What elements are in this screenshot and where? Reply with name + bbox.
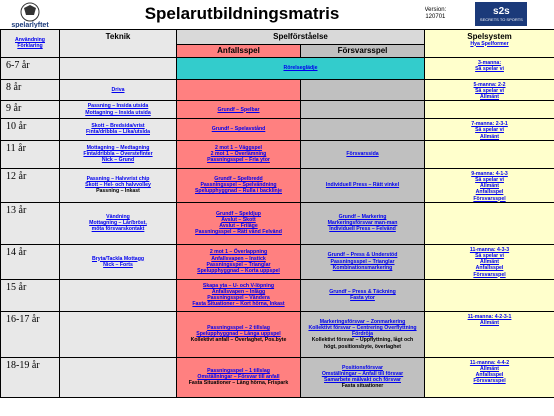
usage-cell xyxy=(1,29,60,57)
teknik-cell xyxy=(60,244,177,279)
topic-link[interactable]: 7-manna: 2-3-1 xyxy=(471,121,508,128)
version-label: Version: xyxy=(424,7,447,14)
spelsystem-cell xyxy=(425,357,554,397)
topic-link[interactable]: Avslut – Frilägе xyxy=(219,223,258,230)
matrix-row xyxy=(1,279,554,311)
version-block xyxy=(425,7,447,21)
forsvarsspel-header: Försvarsspel xyxy=(301,44,425,57)
topic-link[interactable]: 3-manna: xyxy=(477,59,502,66)
topic-link[interactable]: Anfallsspel xyxy=(475,265,504,272)
anfallsspel-cell xyxy=(177,311,301,357)
spelsystem-cell xyxy=(425,57,554,79)
topic-link[interactable]: Passningsspel – Trianglar xyxy=(330,258,395,265)
topic-link[interactable]: Mottagning – Insida utsida xyxy=(85,109,151,116)
topic-link[interactable]: Finta/dribbla – Överstefinter xyxy=(83,151,153,158)
matrix-row xyxy=(1,57,554,79)
topic-link[interactable]: Grundf – Spelavstånd xyxy=(211,126,266,133)
teknik-cell xyxy=(60,101,177,119)
topic-link[interactable]: Fasta Situationer – Kort hörna, Inkast xyxy=(192,301,285,308)
brand-text: SECRETS TO SPORTS xyxy=(479,17,523,23)
topic-link[interactable]: Grundf – Markering xyxy=(338,213,387,220)
topic-link[interactable]: Spelupphyggnad – Korta uppspel xyxy=(197,267,280,274)
topic-link[interactable]: 5-manna: 2-2 xyxy=(473,81,506,88)
topic-link[interactable]: Vändning xyxy=(106,213,130,220)
topic-link[interactable]: Grundf – Spelbredd xyxy=(214,175,263,182)
forsvarsspel-cell xyxy=(301,119,425,141)
topic-link[interactable]: Fördröja xyxy=(351,331,374,338)
topic-link[interactable]: Individuell Press – Rätt vinkel xyxy=(325,182,400,189)
teknik-cell xyxy=(60,311,177,357)
topic-link[interactable]: Driva xyxy=(111,86,125,93)
topic-link[interactable]: Avslut – Skott xyxy=(221,217,256,224)
age-label: 12 år xyxy=(1,168,60,202)
spelarlyftet-logo xyxy=(4,0,56,28)
topic-link[interactable]: Anfallsspel xyxy=(475,189,504,196)
anfallsspel-cell xyxy=(177,279,301,311)
topic-link[interactable]: Så spelar vi xyxy=(475,87,504,94)
topic-link[interactable]: Omställningar – Anfall till försvar xyxy=(321,371,404,378)
teknik-header: Teknik xyxy=(60,29,177,57)
spelformer-link[interactable]: Hya Spelformer xyxy=(470,40,509,47)
topic-link[interactable]: möta försvarskontakt xyxy=(91,226,145,233)
topic-link[interactable]: Kollektivt försvar – Centrering Överflyttning xyxy=(308,324,417,331)
spelsystem-cell xyxy=(425,311,554,357)
teknik-cell xyxy=(60,79,177,101)
topic-link[interactable]: Anfallsvapen – Instick xyxy=(211,255,266,262)
age-label: 16-17 år xyxy=(1,311,60,357)
topic-link[interactable]: Allmänt xyxy=(480,365,500,372)
spelsystem-cell xyxy=(425,202,554,244)
topic-link[interactable]: Så spelar vi xyxy=(475,65,504,72)
topic-link[interactable]: Försvarsspel xyxy=(473,378,506,385)
ball-logo-icon xyxy=(4,0,56,28)
topic-link[interactable]: 2 mot 1 – Överlappning xyxy=(209,249,268,256)
matrix-row xyxy=(1,79,554,101)
forsvarsspel-cell xyxy=(301,279,425,311)
topic-link[interactable]: Passningsspel – 1 tillslag xyxy=(207,367,270,374)
logo-cell xyxy=(1,0,60,29)
matrix-row xyxy=(1,357,554,397)
topic-link[interactable]: Kombinationsmarkering xyxy=(332,264,393,271)
topic-text: Fasta Situationer – Lång hörna, Frispark xyxy=(188,380,289,387)
spelforstaelse-header: Spelförståelse xyxy=(177,29,425,44)
topic-link[interactable]: Omställningar – Försvar till anfall xyxy=(197,374,280,381)
matrix-row xyxy=(1,244,554,279)
topic-link[interactable]: 2 mot 1 – Väggspel xyxy=(215,144,262,151)
topic-link[interactable]: 9-manna: 4-1-3 xyxy=(471,170,508,177)
topic-text: Fasta situationer xyxy=(341,383,384,390)
topic-link[interactable]: Passningsspel – Spelvändning xyxy=(200,182,277,189)
teknik-cell xyxy=(60,140,177,168)
header-row-1 xyxy=(1,29,554,44)
topic-link[interactable]: Skapa yta – U- och V-löpning xyxy=(202,282,275,289)
age-label: 15 år xyxy=(1,279,60,311)
anfallsspel-cell xyxy=(177,119,301,141)
topic-link[interactable]: Finta/dribbla – Lika/utsida xyxy=(86,129,150,136)
topic-link[interactable]: Bryta/Tackla Mottagg xyxy=(91,255,145,262)
logo-text: spelarlyftet xyxy=(11,22,49,29)
topic-link[interactable]: Passningsspel – Vändera xyxy=(207,295,270,302)
spelsystem-header-cell xyxy=(425,29,554,57)
age-label: 8 år xyxy=(1,79,60,101)
topic-link[interactable]: Så spelar vi xyxy=(475,127,504,134)
spelsystem-cell xyxy=(425,79,554,101)
topic-text: Kollektivt anfall – Överlaghet, Pos.byte xyxy=(190,337,287,344)
anfallsspel-cell xyxy=(177,140,301,168)
matrix-row xyxy=(1,119,554,141)
teknik-cell xyxy=(60,357,177,397)
topic-link[interactable]: Försvarsspel xyxy=(473,195,506,202)
topic-link[interactable]: Passning – Halvvrist chip xyxy=(86,175,150,182)
topic-text: Passning – Inkast xyxy=(96,188,140,195)
teknik-cell xyxy=(60,279,177,311)
age-label: 10 år xyxy=(1,119,60,141)
teknik-cell xyxy=(60,202,177,244)
topic-link[interactable]: 11-manna: 4-2-3-1 xyxy=(467,313,512,320)
forsvarsspel-cell xyxy=(301,357,425,397)
anfallsspel-cell xyxy=(177,101,301,119)
age-label: 14 år xyxy=(1,244,60,279)
age-label: 13 år xyxy=(1,202,60,244)
forsvarsspel-cell xyxy=(301,101,425,119)
topic-link[interactable]: Allmänt xyxy=(480,319,500,326)
topic-link[interactable]: Grundf – Spelbar xyxy=(217,106,260,113)
forsvarsspel-cell xyxy=(301,140,425,168)
topic-link[interactable]: Grundf – Press & Understöd xyxy=(327,252,398,259)
teknik-cell xyxy=(60,168,177,202)
spelsystem-cell xyxy=(425,101,554,119)
topic-link[interactable]: Grundf – Press & Täckning xyxy=(329,289,396,296)
topic-link[interactable]: Passningsspel – Trianglar xyxy=(206,261,271,268)
matrix-row xyxy=(1,140,554,168)
version-value: 120701 xyxy=(425,14,446,21)
teknik-cell xyxy=(60,119,177,141)
matrix-row xyxy=(1,168,554,202)
topic-link[interactable]: Passningsspel – 2 tillslag xyxy=(207,324,270,331)
topic-text: högt, positionsbyte, överlaghet xyxy=(324,343,401,350)
topic-link[interactable]: Passningsspel – Fria ytor xyxy=(207,157,270,164)
title-row xyxy=(1,0,554,29)
topic-link[interactable]: Skott – Bredsida/vrist xyxy=(91,123,145,130)
spelsystem-cell xyxy=(425,279,554,311)
topic-link[interactable]: Så spelar vi xyxy=(475,176,504,183)
spelsystem-cell xyxy=(425,168,554,202)
topic-link[interactable]: Allmänt xyxy=(480,183,500,190)
page-title: Spelarutbildningsmatris xyxy=(144,4,340,24)
topic-link[interactable]: Mottagning – Lår/bröst, xyxy=(89,220,147,227)
spelsystem-cell xyxy=(425,140,554,168)
topic-link[interactable]: Allmänt xyxy=(480,259,500,266)
age-label: 6-7 år xyxy=(1,57,60,79)
topic-link[interactable]: Grundf – Speldjup xyxy=(216,210,261,217)
topic-link[interactable]: Spelupphyggnad – Rulla i backlinje xyxy=(194,188,283,195)
topic-text: Kollektivt försvar – Uppflyttning, lågt och xyxy=(311,337,414,344)
matrix-row xyxy=(1,202,554,244)
topic-link[interactable]: Anfallsvapen – Inlägg xyxy=(211,289,266,296)
forsvarsspel-cell xyxy=(301,202,425,244)
forsvarsspel-cell xyxy=(301,311,425,357)
topic-link[interactable]: Försvarssida xyxy=(346,151,379,158)
age-label: 18-19 år xyxy=(1,357,60,397)
brand-logo-mark: s2s xyxy=(493,6,510,18)
spelsystem-header: Spelsystem xyxy=(467,31,512,41)
topic-link[interactable]: Rörelseglädje xyxy=(283,64,318,71)
topic-link[interactable]: 2 mot 1 – Överlämning xyxy=(210,151,267,158)
topic-link[interactable]: Samarbete målvakt och försvar xyxy=(324,377,401,384)
spelsystem-cell xyxy=(425,119,554,141)
version-brand-cell xyxy=(425,0,554,29)
anfallsspel-cell xyxy=(177,202,301,244)
topic-link[interactable]: Nick – Grund xyxy=(101,157,135,164)
anfallsspel-header: Anfallsspel xyxy=(177,44,301,57)
topic-link[interactable]: Mottagning – Medtagning xyxy=(86,144,150,151)
brand-logo xyxy=(475,2,527,26)
topic-link[interactable]: Positionsförsvar xyxy=(342,364,383,371)
topic-link[interactable]: Nick – Forts xyxy=(103,261,133,268)
topic-link[interactable]: Individuell Press – Felvänd xyxy=(329,226,396,233)
topic-link[interactable]: Allmänt xyxy=(480,93,500,100)
topic-link[interactable]: Allmänt xyxy=(480,133,500,140)
explanation-link[interactable]: Förklaring xyxy=(17,43,43,49)
topic-link[interactable]: 11-manna: 4-3-3 xyxy=(469,246,510,253)
topic-link[interactable]: Försvarsspel xyxy=(473,271,506,278)
topic-link[interactable]: Så spelar vi xyxy=(475,252,504,259)
forsvarsspel-cell xyxy=(301,79,425,101)
spelsystem-cell xyxy=(425,244,554,279)
matrix-row xyxy=(1,311,554,357)
topic-link[interactable]: Passning – Insida utsida xyxy=(87,103,149,110)
teknik-cell xyxy=(60,57,177,79)
topic-link[interactable]: 11-manna: 4-4-2 xyxy=(469,359,510,366)
age-label: 11 år xyxy=(1,140,60,168)
forsvarsspel-cell xyxy=(301,244,425,279)
topic-link[interactable]: Anfallsspel xyxy=(475,372,504,379)
anfallsspel-cell xyxy=(177,168,301,202)
topic-link[interactable]: Markeringsförsvar – Zonmarkering xyxy=(319,318,406,325)
matrix-row xyxy=(1,101,554,119)
topic-link[interactable]: Spelupphyggnad – Långa uppspel xyxy=(196,331,281,338)
anfallsspel-cell xyxy=(177,244,301,279)
topic-link[interactable]: Passningsspel – Rätt vänd Felvänd xyxy=(195,229,282,236)
anfallsspel-cell xyxy=(177,79,301,101)
topic-link[interactable]: Skott – Hel- och halvvolley xyxy=(85,182,151,189)
anfallsspel-cell xyxy=(177,357,301,397)
age-label: 9 år xyxy=(1,101,60,119)
topic-link[interactable]: Fasta ytor xyxy=(350,295,375,302)
forsvarsspel-cell xyxy=(301,168,425,202)
topic-link[interactable]: Markeringsförsvar man-man xyxy=(327,220,398,227)
rorelsegladje-cell xyxy=(177,57,425,79)
usage-link[interactable]: Användning xyxy=(15,36,45,43)
